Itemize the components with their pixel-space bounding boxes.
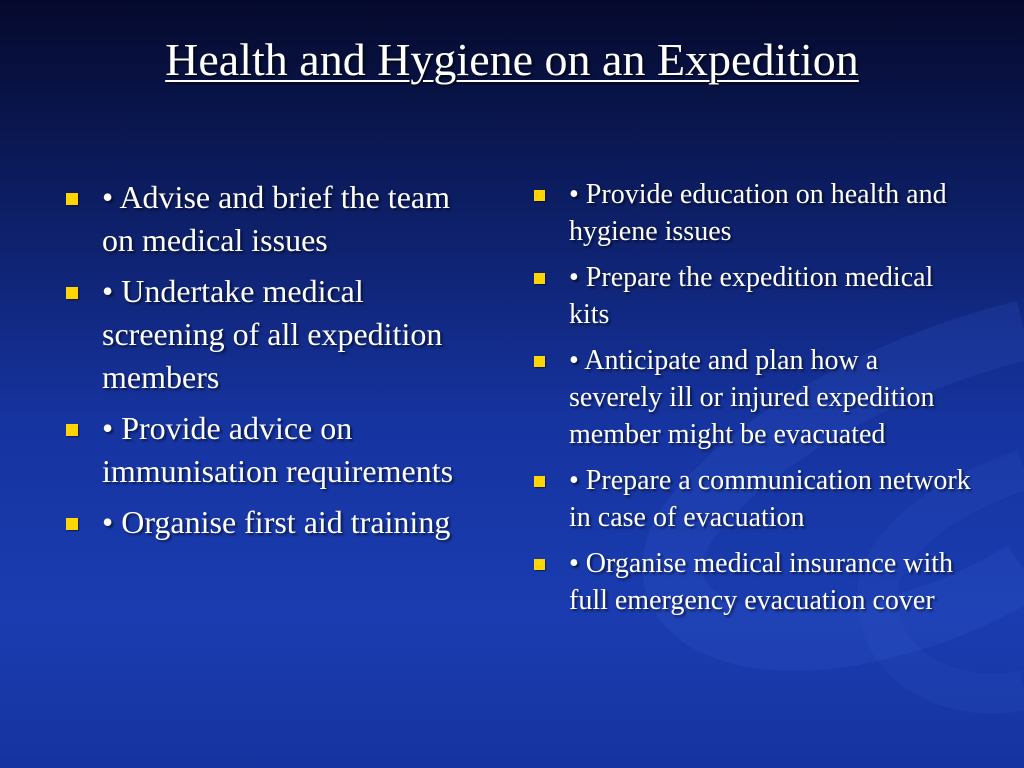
square-bullet-icon [66,518,78,530]
square-bullet-icon [66,287,78,299]
square-bullet-icon [66,193,78,205]
right-bullet-list [532,176,972,628]
square-bullet-icon [534,559,545,570]
list-item-text: • Anticipate and plan how a severely ill or injured expedition member might be evacuated [569,345,935,450]
list-item [64,176,464,262]
list-item [532,259,972,333]
list-item [532,545,972,619]
list-item [532,462,972,536]
list-item-text: • Advise and brief the team on medical issues [102,179,450,258]
left-bullet-list [64,176,464,552]
list-item [532,342,972,453]
square-bullet-icon [534,190,545,201]
list-item [64,501,464,544]
list-item [64,270,464,399]
list-item-text: • Undertake medical screening of all expedition members [102,273,443,395]
list-item-text: • Organise first aid training [102,504,451,540]
list-item-text: • Provide advice on immunisation requirements [102,410,454,489]
square-bullet-icon [66,424,78,436]
list-item-text: • Prepare the expedition medical kits [569,262,934,330]
slide-title: Health and Hygiene on an Expedition [165,34,859,85]
square-bullet-icon [534,476,545,487]
list-item-text: • Provide education on health and hygiene issues [569,179,947,247]
list-item-text: • Prepare a communication network in case of evacuation [569,465,971,533]
list-item [532,176,972,250]
list-item-text: • Organise medical insurance with full emergency evacuation cover [569,548,954,616]
square-bullet-icon [534,273,545,284]
list-item [64,407,464,493]
square-bullet-icon [534,356,545,367]
